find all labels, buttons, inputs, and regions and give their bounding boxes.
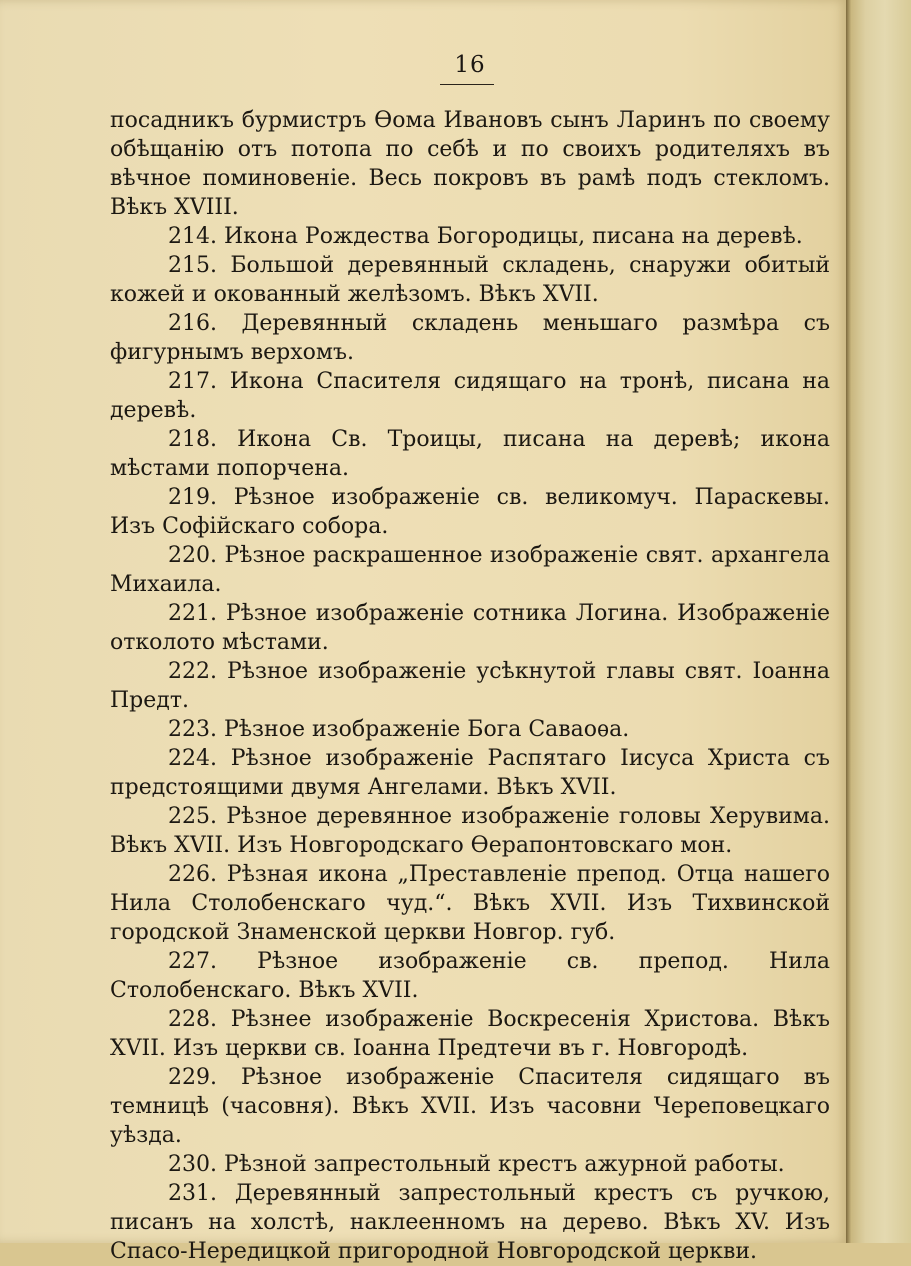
catalog-entry-220: 220. Рѣзное раскрашенное изображеніе свят. архангела Михаила.: [110, 543, 830, 597]
paragraph-continuation: посадникъ бурмистръ Ѳома Ивановъ сынъ Ларинъ по своему обѣщанію отъ потопа по себѣ и по своихъ родителяхъ въ вѣчное поминовеніе. Весь покровъ въ рамѣ подъ стекломъ. Вѣкъ XVIII.: [110, 108, 830, 220]
page-text: [110, 106, 830, 1266]
catalog-entry-229: 229. Рѣзное изображеніе Спасителя сидящаго въ темницѣ (часовня). Вѣкъ XVII. Изъ часовни Череповецкаго уѣзда.: [110, 1065, 830, 1148]
catalog-entry-231: 231. Деревянный запрестольный крестъ съ ручкою, писанъ на холстѣ, наклеенномъ на дерево. Вѣкъ XV. Изъ Спасо-Нередицкой пригородной Новгородской церкви.: [110, 1181, 830, 1264]
catalog-entry-223: 223. Рѣзное изображеніе Бога Саваоѳа.: [168, 717, 630, 742]
page-edge: [846, 0, 911, 1243]
catalog-entry-224: 224. Рѣзное изображеніе Распятаго Іисуса Христа съ предстоящими двумя Ангелами. Вѣкъ XVII.: [110, 746, 830, 800]
catalog-entry-227: 227. Рѣзное изображеніе св. препод. Нила Столобенскаго. Вѣкъ XVII.: [110, 949, 830, 1003]
catalog-entry-214: 214. Икона Рождества Богородицы, писана на деревѣ.: [168, 224, 803, 249]
catalog-entry-219: 219. Рѣзное изображеніе св. великомуч. Параскевы. Изъ Софійскаго собора.: [110, 485, 830, 539]
catalog-entry-226: 226. Рѣзная икона „Преставленіе препод. Отца нашего Нила Столобенскаго чуд.“. Вѣкъ XVII. Изъ Тихвинской городской Знаменской церкви Новгор. губ.: [110, 862, 830, 945]
catalog-entry-222: 222. Рѣзное изображеніе усѣкнутой главы свят. Іоанна Предт.: [110, 659, 830, 713]
page-number: 16: [454, 52, 486, 78]
catalog-entry-228: 228. Рѣзнее изображеніе Воскресенія Христова. Вѣкъ XVII. Изъ церкви св. Іоанна Предтечи въ г. Новгородѣ.: [110, 1007, 830, 1061]
catalog-entry-221: 221. Рѣзное изображеніе сотника Логина. Изображеніе отколото мѣстами.: [110, 601, 830, 655]
catalog-entry-217: 217. Икона Спасителя сидящаго на тронѣ, писана на деревѣ.: [110, 369, 830, 423]
page-number-rule: [440, 84, 494, 85]
catalog-entry-216: 216. Деревянный складень меньшаго размѣра съ фигурнымъ верхомъ.: [110, 311, 830, 365]
catalog-entry-225: 225. Рѣзное деревянное изображеніе головы Херувима. Вѣкъ XVII. Изъ Новгородскаго Ѳерапонтовскаго мон.: [110, 804, 830, 858]
catalog-entry-230: 230. Рѣзной запрестольный крестъ ажурной работы.: [168, 1152, 785, 1177]
catalog-entry-218: 218. Икона Св. Троицы, писана на деревѣ; икона мѣстами попорчена.: [110, 427, 830, 481]
catalog-entry-215: 215. Большой деревянный складень, снаружи обитый кожей и окованный желѣзомъ. Вѣкъ XVII.: [110, 253, 830, 307]
